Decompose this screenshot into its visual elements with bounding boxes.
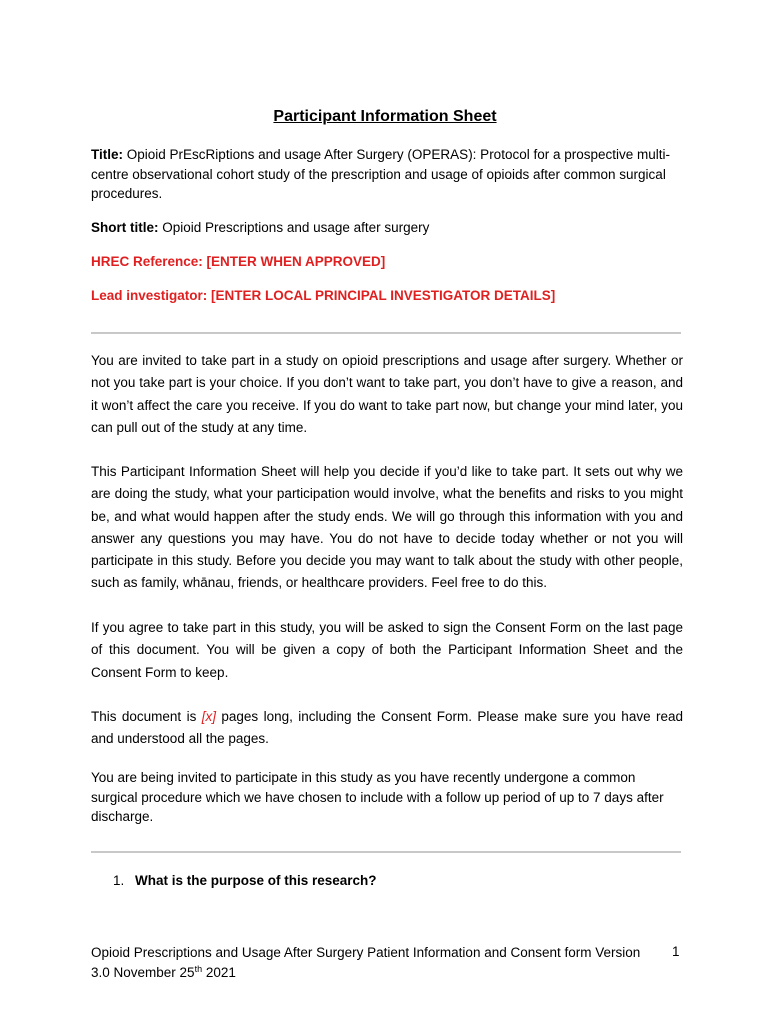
- lead-investigator: Lead investigator: [ENTER LOCAL PRINCIPAL INVESTIGATOR DETAILS]: [91, 288, 556, 303]
- footer-year: 2021: [202, 965, 236, 980]
- short-title-text: Opioid Prescriptions and usage after surgery: [162, 220, 430, 235]
- divider: [91, 851, 681, 853]
- short-title: [91, 218, 681, 238]
- intro-paragraph: You are invited to take part in a study on opioid prescriptions and usage after surgery. Whether or not you take part is your choice. If you don’t want to take part, you don’t have to give a reason, and it won’t affect the care you receive. If you do want to take part now, but change your mind later, you can pull out of the study at any time.: [91, 353, 683, 435]
- divider: [91, 332, 681, 334]
- section-title: What is the purpose of this research?: [135, 873, 377, 888]
- title-text: Opioid PrEscRiptions and usage After Surgery (OPERAS): Protocol for a prospective multi-centre observational cohort study of the prescription and usage of opioids after common surgical procedures.: [91, 147, 671, 201]
- length-text-start: This document is: [91, 709, 202, 724]
- length-text-end: pages long, including the Consent Form. Please make sure you have read and understood all the pages.: [91, 709, 683, 747]
- length-paragraph: [91, 706, 683, 751]
- footer-superscript: th: [194, 964, 203, 974]
- footer-text: Opioid Prescriptions and Usage After Surgery Patient Information and Consent form Version 3.0 November 25: [91, 945, 641, 980]
- invitation-paragraph: You are being invited to participate in this study as you have recently undergone a common surgical procedure which we have chosen to include with a follow up period of up to 7 days after discharge.: [91, 770, 664, 824]
- section-heading: [113, 873, 377, 888]
- info-paragraph: This Participant Information Sheet will help you decide if you’d like to take part. It sets out why we are doing the study, what your participation would involve, what the benefits and risks to you might be, and what would happen after the study ends. We will go through this information with you and answer any questions you may have. You do not have to decide today whether or not you will participate in this study. Before you decide you may want to talk about the study with other people, such as family, whānau, friends, or healthcare providers. Feel free to do this.: [91, 464, 683, 591]
- page-title: Participant Information Sheet: [273, 108, 497, 125]
- page-number: 1: [672, 944, 680, 959]
- study-title: [91, 145, 681, 204]
- title-label: Title:: [91, 147, 124, 162]
- page-footer: [91, 944, 661, 981]
- page-count-placeholder: [x]: [201, 709, 216, 724]
- hrec-reference: HREC Reference: [ENTER WHEN APPROVED]: [91, 254, 386, 269]
- short-title-label: Short title:: [91, 220, 159, 235]
- section-number: 1.: [113, 873, 125, 888]
- consent-paragraph: If you agree to take part in this study, you will be asked to sign the Consent Form on the last page of this document. You will be given a copy of both the Participant Information Sheet and the Consent Form to keep.: [91, 620, 683, 680]
